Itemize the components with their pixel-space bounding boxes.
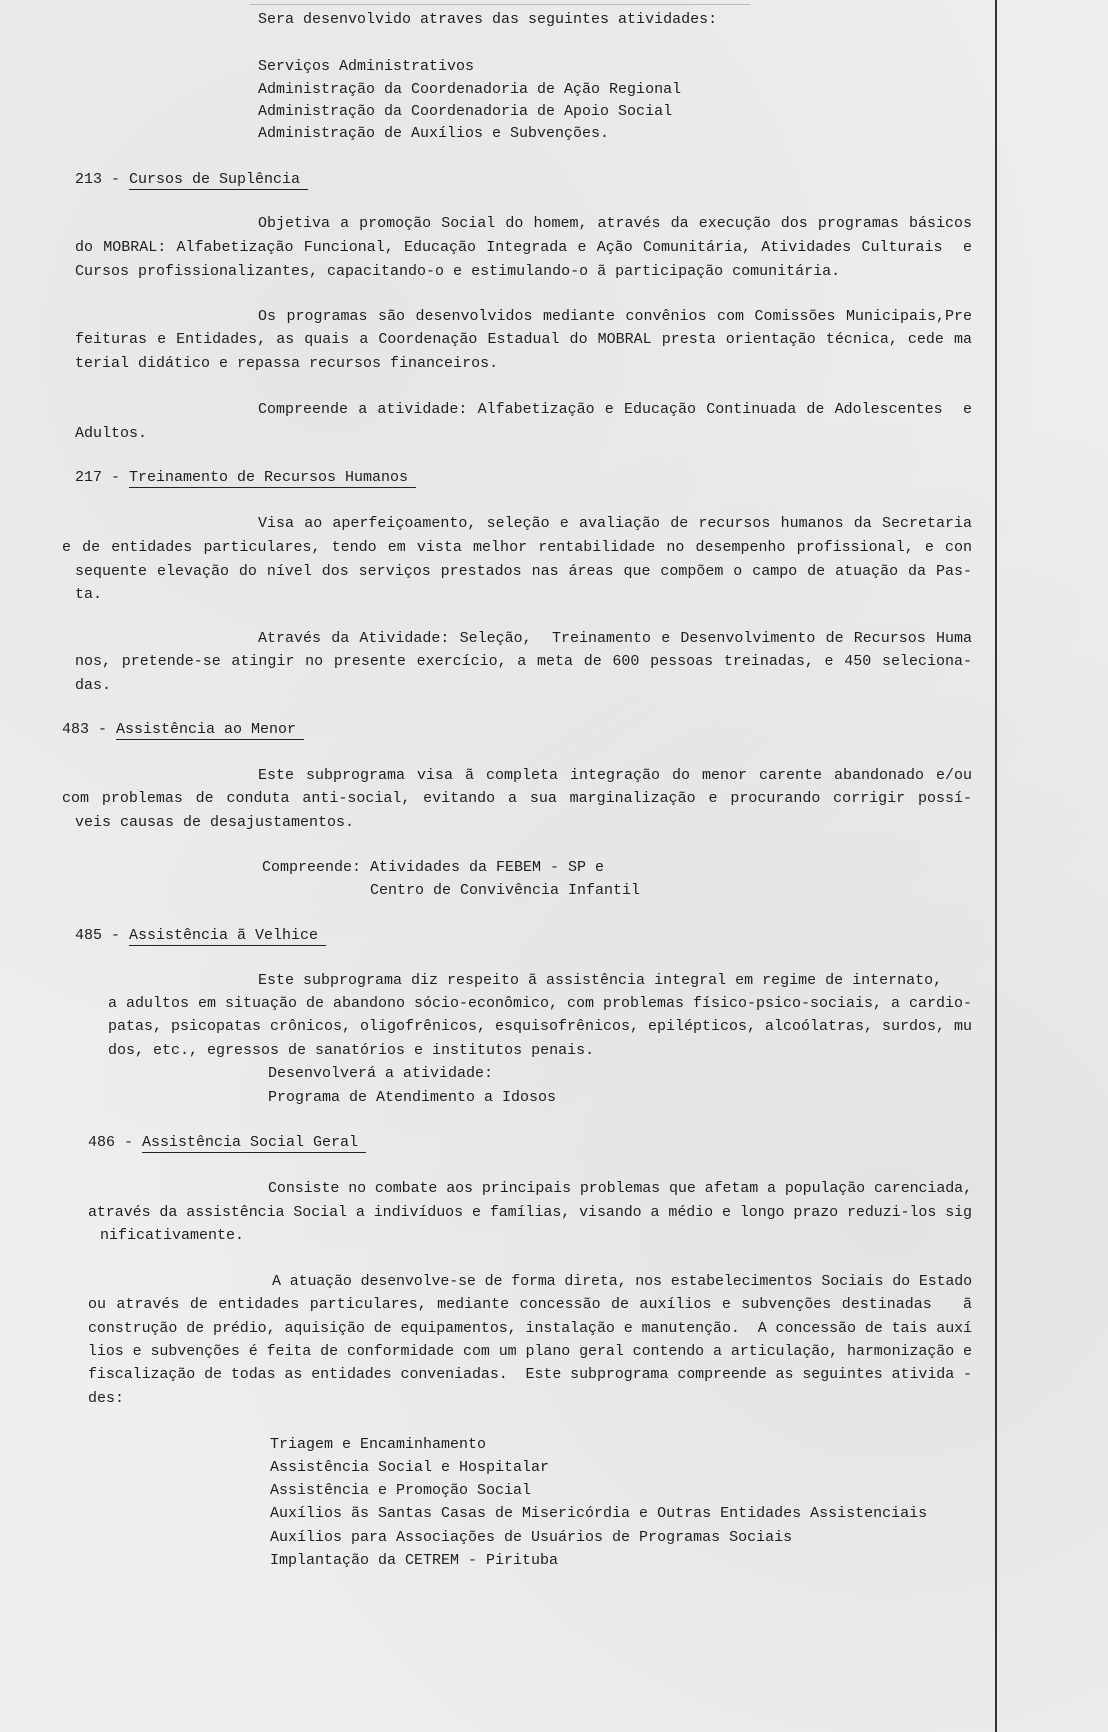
text-line: a adultos em situação de abandono sócio-econômico, com problemas físico-psico-sociais, a cardio- [108,995,972,1012]
text-line: veis causas de desajustamentos. [75,814,355,831]
text-line: A atuação desenvolve-se de forma direta, nos estabelecimentos Sociais do Estado [272,1273,972,1290]
text-line: e de entidades particulares, tendo em vista melhor rentabilidade no desempenho profissional, e con [62,539,972,556]
text-line: do MOBRAL: Alfabetização Funcional, Educação Integrada e Ação Comunitária, Atividades Culturais e [75,239,972,256]
text-line: Auxílios para Associações de Usuários de Programas Sociais [270,1529,793,1546]
section-heading [62,720,304,740]
text-line: ou através de entidades particulares, mediante concessão de auxílios e subvenções destinadas ã [88,1296,972,1313]
intro-lead: Sera desenvolvido atraves das seguintes atividades: [258,11,718,28]
section-title: Assistência ã Velhice [129,927,326,946]
text-line: dos, etc., egressos de sanatórios e institutos penais. [108,1042,595,1059]
text-line: Auxílios ãs Santas Casas de Misericórdia e Outras Entidades Assistenciais [270,1505,928,1522]
text-line: ta. [75,586,103,603]
text-line: nos, pretende-se atingir no presente exercício, a meta de 600 pessoas treinadas, e 450 seleciona- [75,653,972,670]
section-code: 486 - [88,1134,143,1151]
section-title: Assistência Social Geral [142,1134,366,1153]
text-line: Desenvolverá a atividade: [268,1065,494,1082]
text-line: lios e subvenções é feita de conformidade com um plano geral contendo a articulação, harmonização e [88,1343,972,1360]
activity-item: Serviços Administrativos [258,58,475,75]
text-line: des: [88,1390,125,1407]
text-line: feituras e Entidades, as quais a Coordenação Estadual do MOBRAL presta orientação técnica, cede ma [75,331,972,348]
right-margin-rule [995,0,997,1732]
text-line: Implantação da CETREM - Pirituba [270,1552,559,1569]
activity-item: Administração da Coordenadoria de Apoio Social [258,103,673,120]
text-line: Compreende a atividade: Alfabetização e Educação Continuada de Adolescentes e [258,401,972,418]
text-line: fiscalização de todas as entidades conveniadas. Este subprograma compreende as seguintes ativida - [88,1366,972,1383]
section-code: 217 - [75,469,130,486]
section-heading [75,468,416,488]
text-line: Este subprograma visa ã completa integração do menor carente abandonado e/ou [258,767,972,784]
activity-item: Administração da Coordenadoria de Ação Regional [258,81,682,98]
text-line: Programa de Atendimento a Idosos [268,1089,557,1106]
text-line: Assistência Social e Hospitalar [270,1459,550,1476]
activity-item: Administração de Auxílios e Subvenções. [258,125,610,142]
text-line: nificativamente. [100,1227,245,1244]
text-line: através da assistência Social a indivíduos e famílias, visando a médio e longo prazo reduzi-los sig [88,1204,972,1221]
section-title: Treinamento de Recursos Humanos [129,469,416,488]
top-rule [250,4,750,5]
text-line: patas, psicopatas crônicos, oligofrênicos, esquisofrênicos, epilépticos, alcoólatras, surdos, mu [108,1018,972,1035]
text-line: com problemas de conduta anti-social, evitando a sua marginalização e procurando corrigir possí- [62,790,972,807]
section-title: Assistência ao Menor [116,721,304,740]
text-line: Os programas são desenvolvidos mediante convênios com Comissões Municipais,Pre [258,308,972,325]
text-line: Triagem e Encaminhamento [270,1436,487,1453]
section-code: 485 - [75,927,130,944]
section-heading [75,170,308,190]
text-line: Consiste no combate aos principais problemas que afetam a população carenciada, [268,1180,972,1197]
section-code: 213 - [75,171,130,188]
section-code: 483 - [62,721,117,738]
text-line: Assistência e Promoção Social [270,1482,532,1499]
text-line: Cursos profissionalizantes, capacitando-o e estimulando-o ã participação comunitária. [75,263,841,280]
section-heading [88,1133,366,1153]
text-line: Visa ao aperfeiçoamento, seleção e avaliação de recursos humanos da Secretaria [258,515,972,532]
section-heading [75,926,326,946]
text-line: Centro de Convivência Infantil [370,882,641,899]
text-line: das. [75,677,112,694]
text-line: Adultos. [75,425,148,442]
text-line: sequente elevação do nível dos serviços prestados nas áreas que compõem o campo de atuação da Pas- [75,563,972,580]
text-line: Compreende: Atividades da FEBEM - SP e [262,859,605,876]
text-line: Objetiva a promoção Social do homem, através da execução dos programas básicos [258,215,972,232]
text-line: terial didático e repassa recursos financeiros. [75,355,499,372]
text-line: Através da Atividade: Seleção, Treinamento e Desenvolvimento de Recursos Huma [258,630,972,647]
text-line: construção de prédio, aquisição de equipamentos, instalação e manutenção. A concessão de tais auxí [88,1320,972,1337]
section-title: Cursos de Suplência [129,171,308,190]
text-line: Este subprograma diz respeito ã assistência integral em regime de internato, [258,972,943,989]
